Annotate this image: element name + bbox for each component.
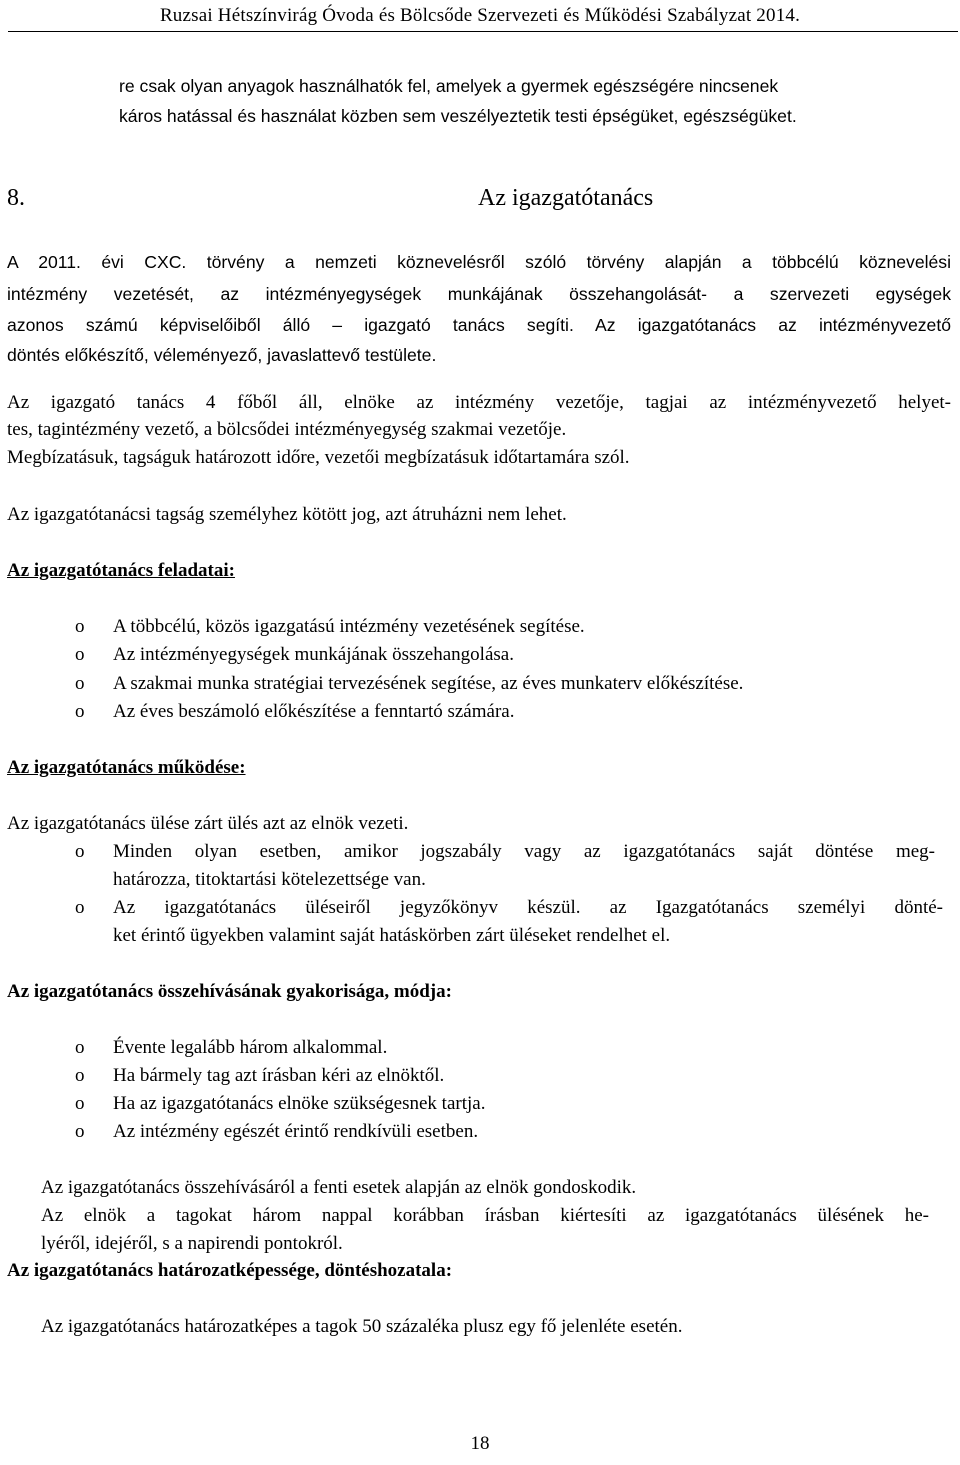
bullet-marker: o xyxy=(75,1037,85,1058)
page-header: Ruzsai Hétszínvirág Óvoda és Bölcsőde Szervezeti és Működési Szabályzat 2014. xyxy=(159,5,801,26)
bullet-marker: o xyxy=(75,1065,85,1086)
bullet-marker: o xyxy=(75,1121,85,1142)
bullet-marker: o xyxy=(75,644,85,665)
osszehivas-item-1: Évente legalább három alkalommal. xyxy=(113,1037,388,1058)
osszehivas-p2-line-2: lyéről, idejéről, s a napirendi pontokról. xyxy=(41,1233,343,1254)
mukodese-item-2-line-1: Az igazgatótanács üléseiről jegyzőkönyv készül. az Igazgatótanács személyi dönté- xyxy=(113,897,943,918)
p2-line-1: Az igazgató tanács 4 főből áll, elnöke az intézmény vezetője, tagjai az intézményvezető helyet- xyxy=(7,392,951,413)
bullet-marker: o xyxy=(75,841,85,862)
intro-line-2: káros hatással és használat közben sem veszélyeztetik testi épségüket, egészségüket. xyxy=(119,106,797,126)
osszehivas-item-2: Ha bármely tag azt írásban kéri az elnöktől. xyxy=(113,1065,445,1086)
bullet-marker: o xyxy=(75,701,85,722)
feladatai-item-1: A többcélú, közös igazgatású intézmény vezetésének segítése. xyxy=(113,616,585,637)
mukodese-heading: Az igazgatótanács működése: xyxy=(7,757,246,778)
mukodese-item-2-line-2: ket érintő ügyekben valamint saját hatáskörben zárt üléseket rendelhet el. xyxy=(113,925,671,946)
osszehivas-p1: Az igazgatótanács összehívásáról a fenti esetek alapján az elnök gondoskodik. xyxy=(41,1177,637,1198)
osszehivas-item-3: Ha az igazgatótanács elnöke szükségesnek tartja. xyxy=(113,1093,486,1114)
p1-line-4: döntés előkészítő, véleményező, javaslattevő testülete. xyxy=(7,345,437,365)
p1-line-1: A 2011. évi CXC. törvény a nemzeti köznevelésről szóló törvény alapján a többcélú köznevelési xyxy=(7,252,951,272)
osszehivas-p2-line-1: Az elnök a tagokat három nappal korábban írásban kiértesíti az igazgatótanács ülésének he- xyxy=(41,1205,929,1226)
hatarozat-text: Az igazgatótanács határozatképes a tagok 50 százaléka plusz egy fő jelenléte esetén. xyxy=(41,1316,683,1337)
section-number: 8. xyxy=(7,185,25,211)
feladatai-item-3: A szakmai munka stratégiai tervezésének segítése, az éves munkaterv előkészítése. xyxy=(113,673,744,694)
mukodese-item-1-line-2: határozza, titoktartási kötelezettsége van. xyxy=(113,869,426,890)
bullet-marker: o xyxy=(75,673,85,694)
bullet-marker: o xyxy=(75,1093,85,1114)
osszehivas-heading: Az igazgatótanács összehívásának gyakorisága, módja: xyxy=(7,981,452,1002)
bullet-marker: o xyxy=(75,897,85,918)
p2-line-3: Megbízatásuk, tagságuk határozott időre, vezetői megbízatásuk időtartamára szól. xyxy=(7,447,630,468)
feladatai-item-2: Az intézményegységek munkájának összehangolása. xyxy=(113,644,514,665)
mukodese-intro: Az igazgatótanács ülése zárt ülés azt az elnök vezeti. xyxy=(7,813,409,834)
p1-line-3: azonos számú képviselőiből álló – igazgató tanács segíti. Az igazgatótanács az intézményvezető xyxy=(7,315,951,335)
intro-line-1: re csak olyan anyagok használhatók fel, amelyek a gyermek egészségére nincsenek xyxy=(119,76,779,96)
section-title: Az igazgatótanács xyxy=(478,185,654,211)
p3-text: Az igazgatótanácsi tagság személyhez kötött jog, azt átruházni nem lehet. xyxy=(7,504,567,525)
hatarozat-heading: Az igazgatótanács határozatképessége, döntéshozatala: xyxy=(7,1260,453,1281)
header-divider xyxy=(8,31,958,32)
p2-line-2: tes, tagintézmény vezető, a bölcsődei intézményegység szakmai vezetője. xyxy=(7,419,567,440)
feladatai-heading: Az igazgatótanács feladatai: xyxy=(7,560,235,581)
mukodese-item-1-line-1: Minden olyan esetben, amikor jogszabály vagy az igazgatótanács saját döntése meg- xyxy=(113,841,935,862)
osszehivas-item-4: Az intézmény egészét érintő rendkívüli esetben. xyxy=(113,1121,479,1142)
page-number: 18 xyxy=(470,1433,490,1454)
bullet-marker: o xyxy=(75,616,85,637)
feladatai-item-4: Az éves beszámoló előkészítése a fenntartó számára. xyxy=(113,701,515,722)
p1-line-2: intézmény vezetését, az intézményegységek munkájának összehangolását- a szervezeti egységek xyxy=(7,284,951,304)
